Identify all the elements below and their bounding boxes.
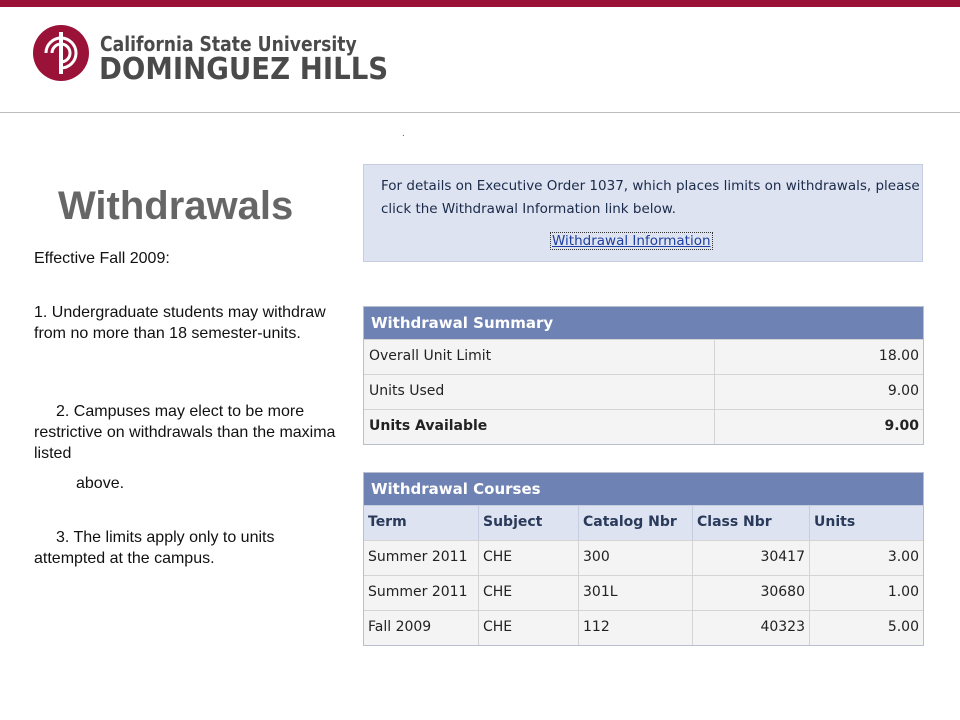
units-cell: 3.00 bbox=[887, 549, 919, 565]
rule-3-text: 3. The limits apply only to units attempted at the campus. bbox=[34, 529, 275, 567]
summary-row bbox=[364, 339, 923, 374]
header bbox=[0, 7, 960, 112]
summary-value: 9.00 bbox=[887, 383, 919, 399]
units-cell: 5.00 bbox=[887, 619, 919, 635]
header-divider bbox=[0, 112, 960, 113]
page-title: Withdrawals bbox=[58, 184, 294, 228]
stray-dot: . bbox=[402, 128, 405, 139]
summary-label: Overall Unit Limit bbox=[364, 340, 715, 374]
summary-label: Units Used bbox=[364, 375, 715, 409]
summary-value: 18.00 bbox=[878, 348, 919, 364]
column-header-subject[interactable]: Subject bbox=[479, 506, 579, 540]
column-header-class-nbr[interactable]: Class Nbr bbox=[693, 506, 810, 540]
column-header-term[interactable]: Term bbox=[364, 506, 479, 540]
summary-row bbox=[364, 409, 923, 444]
term-cell: Fall 2009 bbox=[364, 611, 479, 645]
subject-cell: CHE bbox=[479, 541, 579, 575]
courses-header-row bbox=[364, 505, 923, 540]
summary-title: Withdrawal Summary bbox=[364, 307, 923, 339]
class-nbr-cell: 30680 bbox=[693, 576, 810, 610]
rule-1-text: 1. Undergraduate students may withdraw from no more than 18 semester-units. bbox=[34, 304, 326, 342]
info-text: For details on Executive Order 1037, which places limits on withdrawals, please click the Withdrawal Information link below. bbox=[381, 178, 920, 217]
class-nbr-cell: 40323 bbox=[693, 611, 810, 645]
top-accent-bar bbox=[0, 0, 960, 7]
summary-row bbox=[364, 374, 923, 409]
summary-label: Units Available bbox=[364, 410, 715, 444]
units-cell: 1.00 bbox=[887, 584, 919, 600]
catalog-nbr-cell: 301L bbox=[579, 576, 693, 610]
class-nbr-cell: 30417 bbox=[693, 541, 810, 575]
subject-cell: CHE bbox=[479, 611, 579, 645]
column-header-catalog-nbr[interactable]: Catalog Nbr bbox=[579, 506, 693, 540]
courses-title: Withdrawal Courses bbox=[364, 473, 923, 505]
table-row bbox=[364, 575, 923, 610]
effective-date-text: Effective Fall 2009: bbox=[34, 250, 170, 267]
subject-cell: CHE bbox=[479, 576, 579, 610]
term-cell: Summer 2011 bbox=[364, 541, 479, 575]
withdrawal-info-panel bbox=[363, 164, 923, 262]
rule-2-continuation: above. bbox=[76, 475, 125, 492]
table-row bbox=[364, 540, 923, 575]
summary-value: 9.00 bbox=[884, 418, 919, 434]
withdrawal-information-link[interactable]: Withdrawal Information bbox=[552, 233, 711, 249]
term-cell: Summer 2011 bbox=[364, 576, 479, 610]
withdrawal-summary-grid bbox=[363, 306, 924, 445]
university-name-line2: DOMINGUEZ HILLS bbox=[99, 52, 389, 87]
catalog-nbr-cell: 300 bbox=[579, 541, 693, 575]
csudh-seal-icon bbox=[32, 24, 90, 82]
university-name-line1: California State University bbox=[100, 32, 357, 56]
table-row bbox=[364, 610, 923, 645]
withdrawal-courses-grid bbox=[363, 472, 924, 646]
column-header-units[interactable]: Units bbox=[814, 514, 856, 530]
rule-2-text: 2. Campuses may elect to be more restrictive on withdrawals than the maxima listed bbox=[34, 403, 336, 462]
catalog-nbr-cell: 112 bbox=[579, 611, 693, 645]
